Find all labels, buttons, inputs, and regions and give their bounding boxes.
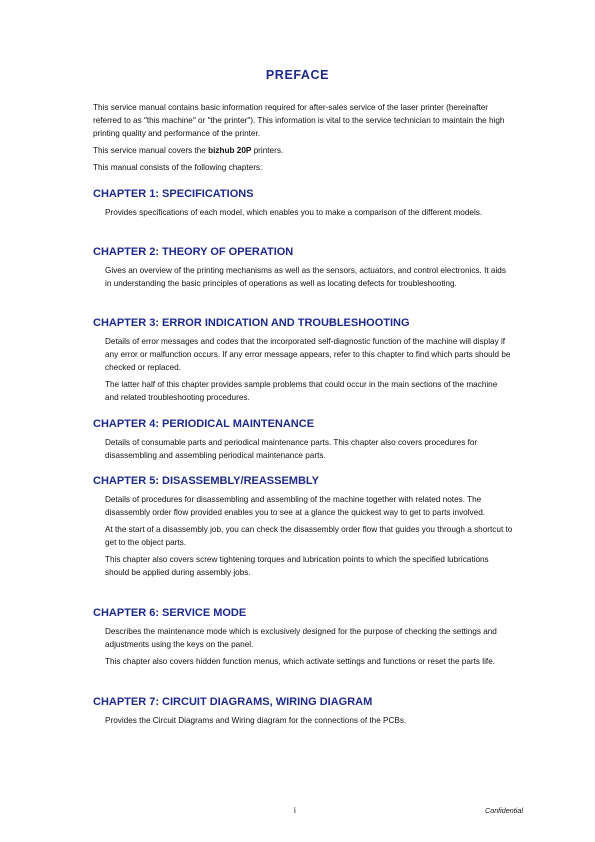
chapter-heading: CHAPTER 5: DISASSEMBLY/REASSEMBLY: [93, 475, 319, 487]
chapter-paragraph: Provides the Circuit Diagrams and Wiring diagram for the connections of the PCBs.: [105, 716, 407, 725]
chapter-paragraph: Details of error messages and codes that the incorporated self-diagnostic function of the machine will display if any error or malfunction occurs. If any error message appears, refer to this chapter to find which parts should be checked or replaced.: [105, 337, 511, 373]
page-number: i: [294, 806, 296, 815]
chapter-paragraph: Details of consumable parts and periodical maintenance parts. This chapter also covers procedures for disassembling and assembling periodical maintenance parts.: [105, 438, 478, 461]
chapter-paragraph: At the start of a disassembly job, you can check the disassembly order flow that guides you through a shortcut to get to the object parts.: [105, 525, 513, 548]
intro-coverage-suffix: printers.: [251, 146, 284, 156]
intro-section: [93, 101, 513, 178]
chapter-paragraph: The latter half of this chapter provides sample problems that could occur in the main sections of the machine and related troubleshooting procedures.: [105, 380, 498, 403]
chapter-paragraph: This chapter also covers screw tightening torques and lubrication points to which the specified lubrications should be applied during assembly jobs.: [105, 555, 489, 578]
chapter-paragraph: Gives an overview of the printing mechanisms as well as the sensors, actuators, and control electronics. It aids in understanding the basic principles of operations as well as locating defects for troubleshooting.: [105, 266, 506, 289]
intro-coverage-paragraph: [93, 144, 513, 157]
chapter-6: [93, 607, 513, 672]
chapter-paragraph: Describes the maintenance mode which is exclusively designed for the purpose of checking the settings and adjustments using the keys on the panel.: [105, 627, 497, 650]
intro-paragraph: This service manual contains basic information required for after-sales service of the laser printer (hereinafter referred to as "this machine" or "the printer"). This information is vital to the service technician to maintain the high printing quality and performance of the printer.: [93, 103, 505, 139]
chapter-1: [93, 188, 513, 223]
model-name: bizhub 20P: [208, 146, 252, 156]
chapter-heading: CHAPTER 1: SPECIFICATIONS: [93, 188, 254, 200]
chapter-2: [93, 246, 513, 294]
chapter-7: [93, 696, 513, 731]
chapter-3: [93, 317, 513, 408]
chapter-paragraph: Provides specifications of each model, which enables you to make a comparison of the different models.: [105, 208, 483, 217]
confidential-label: Confidential: [485, 806, 523, 815]
page-title: PREFACE: [265, 68, 330, 82]
chapter-heading: CHAPTER 7: CIRCUIT DIAGRAMS, WIRING DIAGRAM: [93, 696, 373, 708]
intro-coverage-prefix: This service manual covers the: [93, 146, 209, 156]
intro-chapters-paragraph: This manual consists of the following chapters:: [93, 163, 263, 172]
chapter-paragraph: Details of procedures for disassembling and assembling of the machine together with related notes. The disassembly order flow provided enables you to see at a glance the quickest way to get to parts involved.: [105, 495, 486, 518]
chapter-heading: CHAPTER 6: SERVICE MODE: [93, 607, 247, 619]
chapter-4: [93, 418, 513, 466]
chapter-heading: CHAPTER 3: ERROR INDICATION AND TROUBLESHOOTING: [93, 317, 410, 329]
chapter-heading: CHAPTER 2: THEORY OF OPERATION: [93, 246, 294, 258]
chapter-heading: CHAPTER 4: PERIODICAL MAINTENANCE: [93, 418, 315, 430]
chapter-5: [93, 475, 513, 583]
chapter-paragraph: This chapter also covers hidden function menus, which activate settings and functions or reset the parts life.: [105, 657, 496, 666]
